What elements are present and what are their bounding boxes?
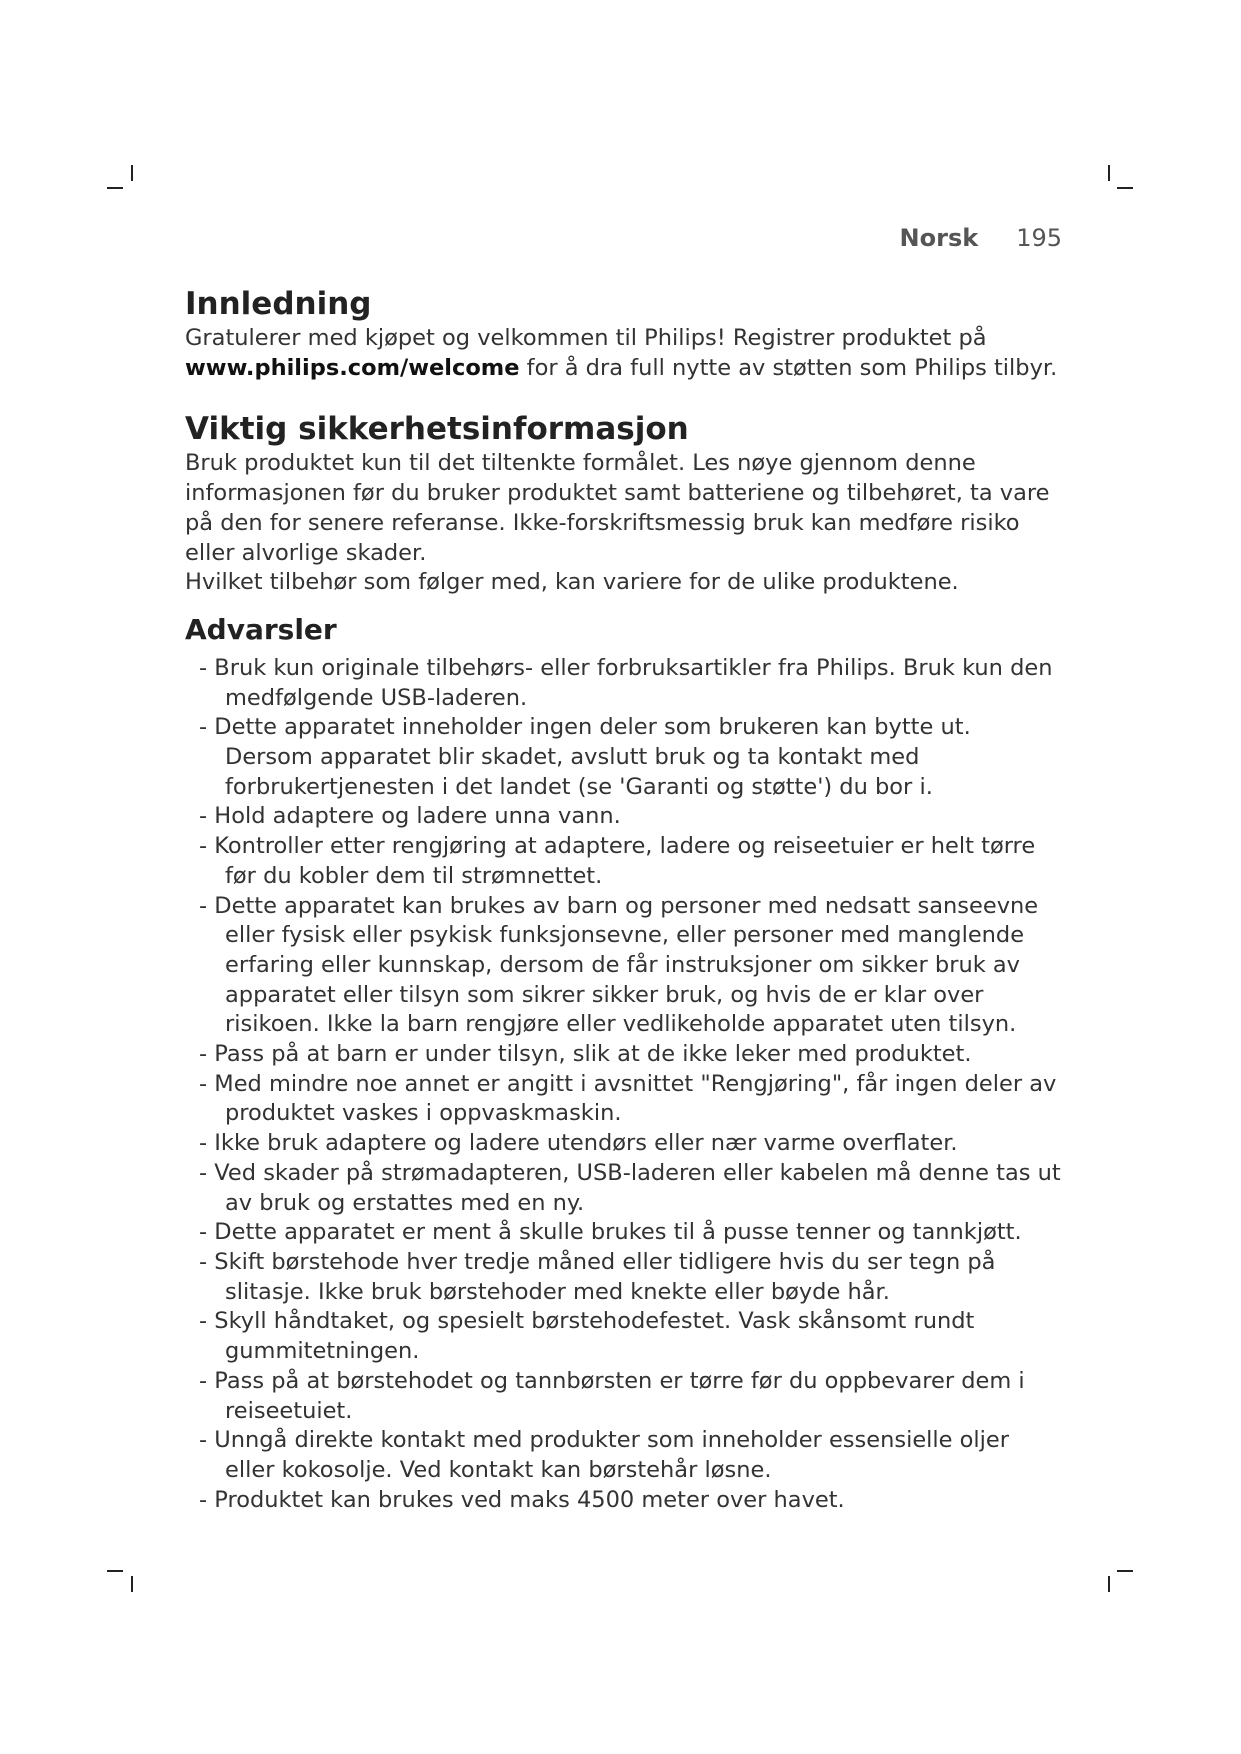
list-item: - Skift børstehode hver tredje måned eller tidligere hvis du ser tegn på slitasje. Ikke bruk børstehoder med knekte eller bøyde hår. bbox=[185, 1248, 1065, 1307]
crop-mark-top-right-h bbox=[1117, 187, 1133, 189]
warnings-list bbox=[185, 654, 1065, 1515]
page-content bbox=[185, 284, 1065, 1515]
list-item: - Med mindre noe annet er angitt i avsnittet "Rengjøring", får ingen deler av produktet vaskes i oppvaskmaskin. bbox=[185, 1070, 1065, 1129]
safety-heading: Viktig sikkerhetsinformasjon bbox=[185, 411, 689, 448]
language-label: Norsk bbox=[899, 224, 979, 252]
list-item: - Dette apparatet kan brukes av barn og personer med nedsatt sanseevne eller fysisk eller psykisk funksjonsevne, eller personer med manglende erfaring eller kunnskap, dersom de får instruksjoner om sikker bruk av apparatet eller tilsyn som sikrer sikker bruk, og hvis de er klar over risikoen. Ikke la barn rengjøre eller vedlikeholde apparatet uten tilsyn. bbox=[185, 892, 1065, 1041]
list-item: - Hold adaptere og ladere unna vann. bbox=[185, 802, 1065, 832]
warnings-heading: Advarsler bbox=[185, 612, 337, 646]
list-item: - Ved skader på strømadapteren, USB-laderen eller kabelen må denne tas ut av bruk og erstattes med en ny. bbox=[185, 1159, 1065, 1218]
crop-mark-bottom-right-h bbox=[1117, 1570, 1133, 1572]
list-item: - Unngå direkte kontakt med produkter som inneholder essensielle oljer eller kokosolje. Ved kontakt kan børstehår løsne. bbox=[185, 1426, 1065, 1485]
intro-paragraph bbox=[185, 324, 1065, 383]
crop-mark-top-right-v bbox=[1108, 165, 1110, 181]
page-header bbox=[900, 224, 1062, 254]
list-item: - Bruk kun originale tilbehørs- eller forbruksartikler fra Philips. Bruk kun den medfølgende USB-laderen. bbox=[185, 654, 1065, 713]
safety-paragraph-1: Bruk produktet kun til det tiltenkte formålet. Les nøye gjennom denne informasjonen før du bruker produktet samt batteriene og tilbehøret, ta vare på den for senere referanse. Ikke-forskriftsmessig bruk kan medføre risiko eller alvorlige skader. bbox=[185, 450, 1050, 566]
list-item: - Ikke bruk adaptere og ladere utendørs eller nær varme overflater. bbox=[185, 1129, 1065, 1159]
list-item: - Pass på at barn er under tilsyn, slik at de ikke leker med produktet. bbox=[185, 1040, 1065, 1070]
crop-mark-top-left-h bbox=[107, 187, 123, 189]
list-item: - Skyll håndtaket, og spesielt børstehodefestet. Vask skånsomt rundt gummitetningen. bbox=[185, 1307, 1065, 1366]
page-number: 195 bbox=[1016, 224, 1062, 252]
safety-paragraph-2: Hvilket tilbehør som følger med, kan variere for de ulike produktene. bbox=[185, 569, 959, 596]
crop-mark-bottom-right-v bbox=[1108, 1576, 1110, 1592]
list-item: - Produktet kan brukes ved maks 4500 meter over havet. bbox=[185, 1486, 1065, 1516]
intro-heading: Innledning bbox=[185, 286, 372, 322]
crop-mark-bottom-left-h bbox=[107, 1570, 123, 1572]
list-item: - Pass på at børstehodet og tannbørsten er tørre før du oppbevarer dem i reiseetuiet. bbox=[185, 1367, 1065, 1426]
intro-text-after: for å dra full nytte av støtten som Philips tilbyr. bbox=[526, 354, 1058, 381]
crop-mark-bottom-left-v bbox=[131, 1576, 133, 1592]
intro-text-before: Gratulerer med kjøpet og velkommen til Philips! Registrer produktet på bbox=[185, 325, 987, 351]
list-item: - Dette apparatet er ment å skulle brukes til å pusse tenner og tannkjøtt. bbox=[185, 1218, 1065, 1248]
welcome-link[interactable]: www.philips.com/welcome bbox=[185, 354, 520, 381]
crop-mark-top-left-v bbox=[131, 165, 133, 181]
list-item: - Dette apparatet inneholder ingen deler som brukeren kan bytte ut. Dersom apparatet blir skadet, avslutt bruk og ta kontakt med forbrukertjenesten i det landet (se 'Garanti og støtte') du bor i. bbox=[185, 713, 1065, 802]
list-item: - Kontroller etter rengjøring at adaptere, ladere og reiseetuier er helt tørre før du kobler dem til strømnettet. bbox=[185, 832, 1065, 891]
